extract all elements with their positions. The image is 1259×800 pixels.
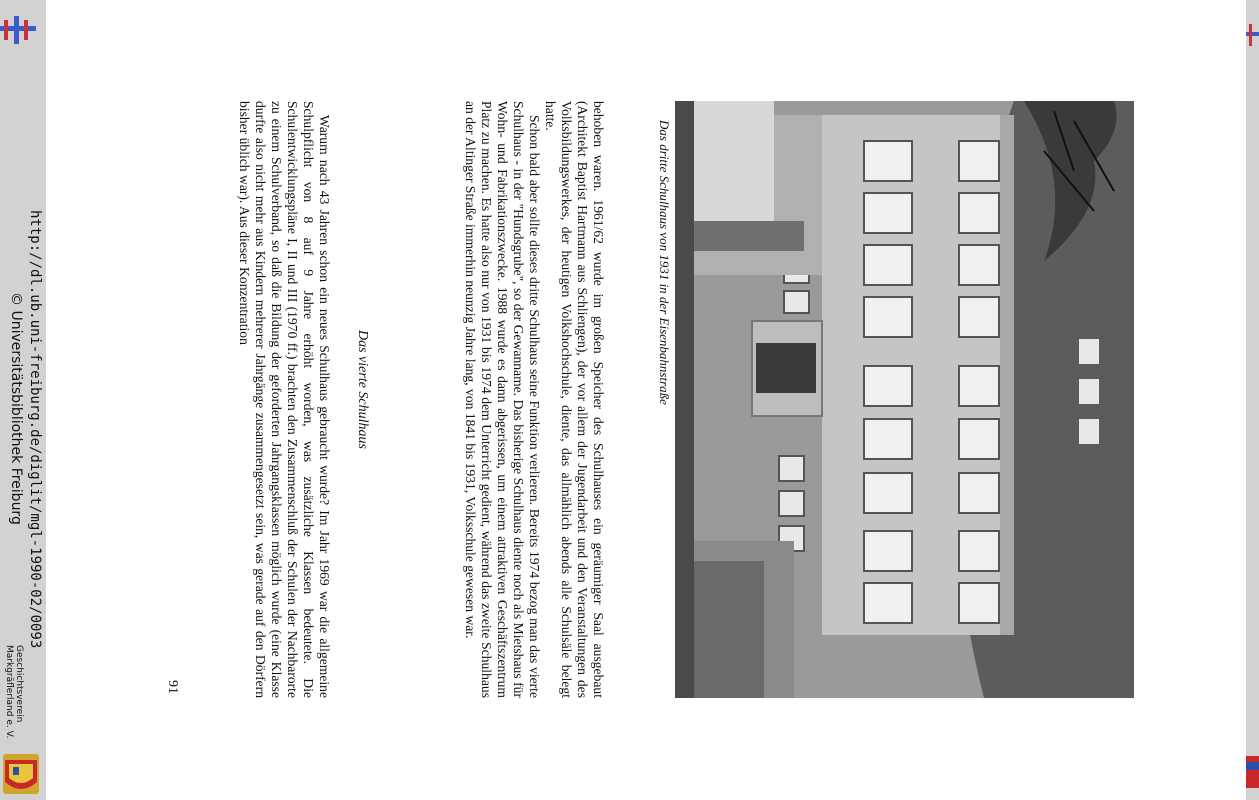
paragraph-2: Schon bald aber sollte dieses dritte Schulhaus seine Funktion verlieren. Bereits 1974 bezog man das vierte Schulhaus - in der "Hundsgrube", so der Gewanname. Das bisherige Schulhaus diente noch als Mietshaus für Wohn- und Fabrikationszwecke. 1988 wurde es dann abgerissen, um einem attraktiven Geschäftszentrum Platz zu machen. Es hatte also nur von 1931 bis 1974 dem Unterricht gedient, während das zweite Schulhaus an der Altinger Straße immerhin neunzig Jahre lang, von 1841 bis 1931, Volksschule gewesen war. xyxy=(463,101,542,698)
publisher-label xyxy=(4,645,24,738)
coat-of-arms-icon xyxy=(1,752,41,796)
page-number: 91 xyxy=(165,680,180,694)
publisher-line1: Geschichtsverein xyxy=(14,645,24,723)
section-heading: Das vierte Schulhaus xyxy=(355,330,370,449)
paragraph-3: Warum nach 43 Jahren schon ein neues Schulhaus gebraucht wurde? Im Jahr 1969 war die allgemeine Schulpflicht von 8 auf 9 Jahre erhöht worden, was zusätzliche Klassen bedeutete. Die Schulentwicklungspläne I, II und III (1970 ff.) brachten den Zusammenschluß der Schulen der Nachbarorte zu einem Schulverband, so daß die Bildung der geforderten Jahrgangsklassen möglich wurde (eine Klasse durfte also nicht mehr aus Kindern mehrerer Jahrgänge zusammengesetzt sein, was gerade auf den Dörfern bisher üblich war). Aus dieser Konzentration xyxy=(237,101,332,698)
upper-text-block xyxy=(462,101,606,698)
schoolhouse-photo xyxy=(675,101,1134,698)
photo-caption: Das dritte Schulhaus von 1931 in der Eisenbahnstraße xyxy=(657,120,672,405)
publisher-line2: Markgräflerland e. V. xyxy=(4,645,14,739)
coat-of-arms-icon-right xyxy=(1246,756,1259,796)
lower-text-block xyxy=(236,101,332,698)
photo-block xyxy=(675,101,1134,698)
right-viewer-strip xyxy=(1246,0,1259,800)
dfg-logo-icon xyxy=(0,12,40,48)
paragraph-1: behoben waren. 1961/62 wurde im großen Speicher des Schulhauses ein geräumiger Saal ausgebaut (Architekt Baptist Hartmann aus Schliengen), der vor allem der Jugendarbeit und den Veranstaltungen des Volksbildungswerkes, der heutigen Volkshochschule, diente, das allmählich abends alle Schulsäle belegt hatte. xyxy=(543,101,606,698)
url-label[interactable]: http://dl.ub.uni-freiburg.de/diglit/mgl-1990-02/0093 xyxy=(27,210,43,649)
copyright-label: © Universitätsbibliothek Freiburg xyxy=(8,292,24,525)
dfg-logo-icon-right xyxy=(1246,18,1259,58)
